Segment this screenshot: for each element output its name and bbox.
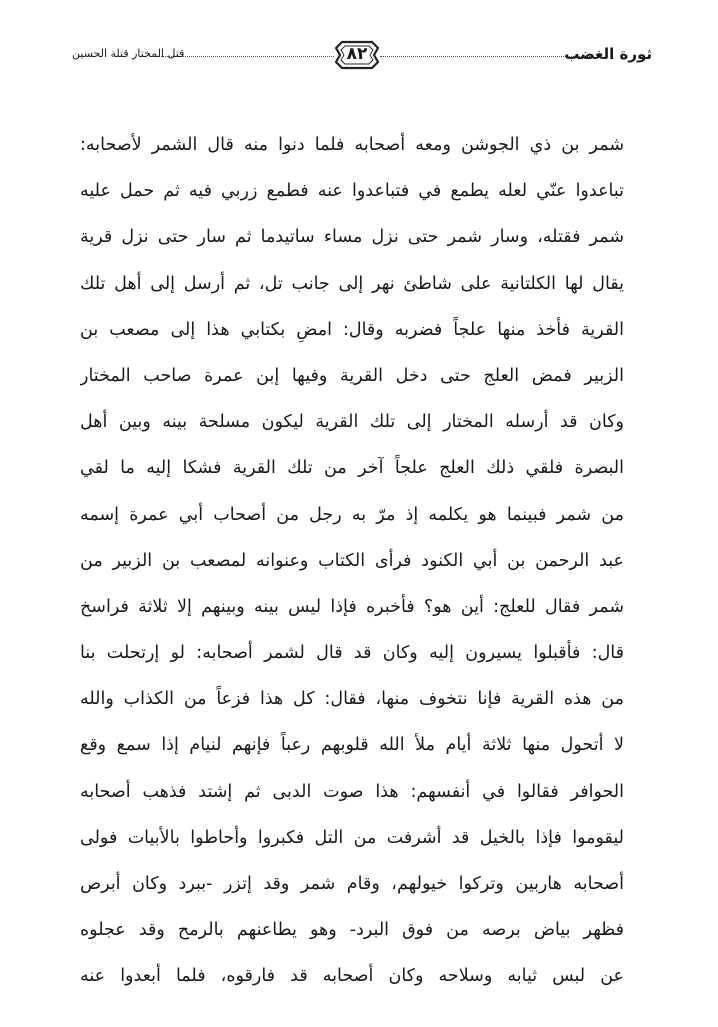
chapter-title: قتل المختار قتلة الحسين: [72, 47, 185, 60]
page-number: ٨٢: [346, 44, 368, 64]
text-line: البصرة فلقي ذلك العلج علجاً آخر من تلك القرية فشكا إليه ما لقي: [80, 458, 624, 479]
text-line: الزبير فمض العلج حتى دخل القرية وفيها إبن عمرة صاحب المختار: [80, 365, 624, 386]
text-line: من شمر فبينما هو يكلمه إذ مرّ به رجل من أصحاب أبي عمرة إسمه: [80, 504, 624, 525]
running-header: [72, 34, 652, 78]
body-text: [80, 122, 624, 1000]
text-line: من هذه القرية فإنا نتخوف منها، فقال: كل هذا فزعاً من الكذاب والله: [80, 689, 624, 710]
text-line: القرية فأخذ منها علجاً فضربه وقال: امضِ بكتابي هذا إلى مصعب بن: [80, 319, 624, 340]
text-line: عن لبس ثيابه وسلاحه وكان أصحابه قد فارقوه، فلما أبعدوا عنه: [80, 966, 624, 987]
text-line: شمر فقال للعلج: أين هو؟ فأخبره فإذا ليس بينه وبينهم إلا ثلاثة فراسخ: [80, 596, 624, 617]
text-line: عبد الرحمن بن أبي الكنود فرأى الكتاب وعنوانه لمصعب بن الزبير من: [80, 550, 624, 571]
text-line: يقال لها الكلتانية على شاطئ نهر إلى جانب تل، ثم أرسل إلى أهل تلك: [80, 273, 624, 294]
text-line: شمر فقتله، وسار شمر حتى نزل مساء ساتيدما ثم سار حتى نزل قرية: [80, 227, 624, 248]
text-line: الحوافر فقالوا في أنفسهم: هذا صوت الدبى ثم إشتد فذهب أصحابه: [80, 781, 624, 802]
text-line: أصحابه هاربين وتركوا خيولهم، وقام شمر وقد إتزر -ببرد وكان أبرص: [80, 874, 624, 894]
page-number-badge: [334, 38, 380, 72]
text-line: شمر بن ذي الجوشن ومعه أصحابه فلما دنوا منه قال الشمر لأصحابه:: [80, 135, 624, 155]
text-line: لا أتحول منها ثلاثة أيام ملأ الله قلوبهم رعباً فإنهم لنيام إذا سمع وقع: [80, 735, 624, 756]
text-line: فظهر بياض برصه من فوق البرد- وهو يطاعنهم بالرمح وقد عجلوه: [80, 920, 624, 941]
header-dotted-rule-left: [158, 56, 334, 57]
text-line: ليقوموا فإذا بالخيل قد أشرفت من التل فكبروا وأحاطوا بالأبيات فولى: [80, 827, 624, 848]
text-line: قال: فأقبلوا يسيرون إليه وكان قد قال لشمر أصحابه: لو إرتحلت بنا: [80, 643, 624, 664]
header-dotted-rule-right: [380, 56, 594, 57]
book-title: ثورة الغضب: [564, 45, 652, 63]
text-line: وكان قد أرسله المختار إلى تلك القرية ليكون مسلحة بينه وبين أهل: [80, 412, 624, 433]
text-line: تباعدوا عنّي لعله يطمع في فتباعدوا عنه فطمع زربي فيه ثم حمل عليه: [80, 181, 624, 202]
